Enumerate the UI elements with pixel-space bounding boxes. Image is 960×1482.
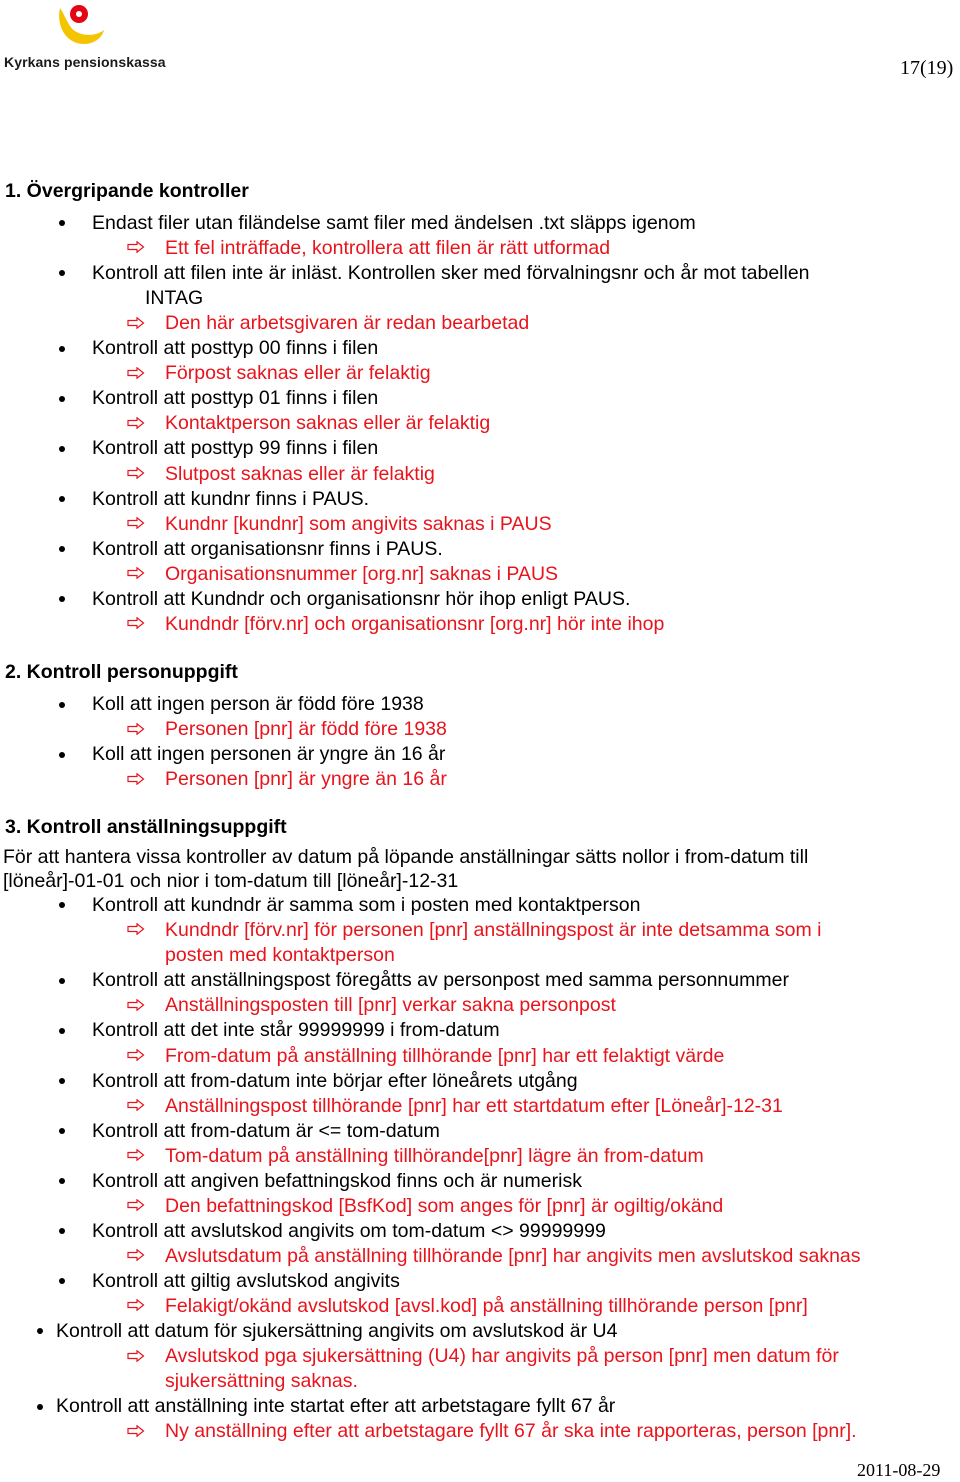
bullet-icon: [59, 1028, 65, 1034]
check-text: Koll att ingen personen är yngre än 16 år: [92, 743, 446, 765]
check-text: Kontroll att datum för sjukersättning angivits om avslutskod är U4: [56, 1320, 618, 1342]
check-text: Kontroll att organisationsnr finns i PAUS.: [92, 538, 443, 560]
arrow-right-icon: [127, 923, 145, 935]
bullet-icon: [59, 596, 65, 602]
arrow-right-icon: [127, 317, 145, 329]
bullet-icon: [59, 1178, 65, 1184]
footer-date: 2011-08-29: [857, 1460, 941, 1480]
check-text: Kontroll att posttyp 01 finns i filen: [92, 387, 379, 409]
arrow-right-icon: [127, 1049, 145, 1061]
arrow-right-icon: [127, 617, 145, 629]
error-message: Avslutskod pga sjukersättning (U4) har angivits på person [pnr] men datum för: [165, 1345, 839, 1367]
bullet-icon: [37, 1328, 43, 1334]
bullet-icon: [59, 546, 65, 552]
check-text: Kontroll att det inte står 99999999 i from-datum: [92, 1019, 500, 1041]
error-message: Kundndr [förv.nr] och organisationsnr [org.nr] hör inte ihop: [165, 613, 665, 635]
check-text-continued: INTAG: [145, 287, 204, 309]
check-text: Kontroll att posttyp 00 finns i filen: [92, 337, 379, 359]
bullet-icon: [59, 702, 65, 708]
arrow-right-icon: [127, 1350, 145, 1362]
arrow-right-icon: [127, 1249, 145, 1261]
section-intro: [löneår]-01-01 och nior i tom-datum till [löneår]-12-31: [3, 870, 459, 892]
check-text: Kontroll att from-datum är <= tom-datum: [92, 1120, 440, 1142]
check-text: Kontroll att posttyp 99 finns i filen: [92, 437, 379, 459]
arrow-right-icon: [127, 1149, 145, 1161]
error-message: Personen [pnr] är född före 1938: [165, 718, 447, 740]
error-message: Personen [pnr] är yngre än 16 år: [165, 768, 447, 790]
error-message: Organisationsnummer [org.nr] saknas i PAUS: [165, 563, 559, 585]
section-heading: 3. Kontroll anställningsuppgift: [5, 816, 287, 838]
arrow-right-icon: [127, 1299, 145, 1311]
bullet-icon: [59, 496, 65, 502]
bullet-icon: [59, 346, 65, 352]
error-message-continued: posten med kontaktperson: [165, 944, 395, 966]
arrow-right-icon: [127, 517, 145, 529]
arrow-right-icon: [127, 241, 145, 253]
check-text: Kontroll att from-datum inte börjar efter löneårets utgång: [92, 1070, 578, 1092]
arrow-right-icon: [127, 723, 145, 735]
bullet-icon: [59, 396, 65, 402]
error-message: Tom-datum på anställning tillhörande[pnr] lägre än from-datum: [165, 1145, 704, 1167]
check-text: Kontroll att avslutskod angivits om tom-datum <> 99999999: [92, 1220, 606, 1242]
check-text: Kontroll att angiven befattningskod finns och är numerisk: [92, 1170, 582, 1192]
arrow-right-icon: [127, 467, 145, 479]
check-text: Kontroll att filen inte är inläst. Kontrollen sker med förvalningsnr och år mot tabellen: [92, 262, 810, 284]
error-message: Anställningsposten till [pnr] verkar sakna personpost: [165, 994, 616, 1016]
bullet-icon: [59, 446, 65, 452]
error-message: Förpost saknas eller är felaktig: [165, 362, 431, 384]
section-heading: 1. Övergripande kontroller: [5, 180, 249, 202]
bullet-icon: [59, 270, 65, 276]
org-name: Kyrkans pensionskassa: [4, 54, 166, 70]
error-message: Den befattningskod [BsfKod] som anges för [pnr] är ogiltig/okänd: [165, 1195, 724, 1217]
error-message: Avslutsdatum på anställning tillhörande [pnr] har angivits men avslutskod saknas: [165, 1245, 861, 1267]
error-message: Slutpost saknas eller är felaktig: [165, 463, 435, 485]
bullet-icon: [59, 220, 65, 226]
bullet-icon: [59, 1128, 65, 1134]
check-text: Kontroll att kundnr finns i PAUS.: [92, 488, 370, 510]
check-text: Koll att ingen person är född före 1938: [92, 693, 424, 715]
arrow-right-icon: [127, 1425, 145, 1437]
error-message: From-datum på anställning tillhörande [pnr] har ett felaktigt värde: [165, 1045, 725, 1067]
bullet-icon: [37, 1404, 43, 1410]
arrow-right-icon: [127, 417, 145, 429]
check-text: Kontroll att giltig avslutskod angivits: [92, 1270, 400, 1292]
error-message: Ett fel inträffade, kontrollera att filen är rätt utformad: [165, 237, 611, 259]
bullet-icon: [59, 1278, 65, 1284]
error-message: Ny anställning efter att arbetstagare fyllt 67 år ska inte rapporteras, person [pnr].: [165, 1420, 857, 1442]
error-message: Kontaktperson saknas eller är felaktig: [165, 412, 491, 434]
error-message: Felakigt/okänd avslutskod [avsl.kod] på anställning tillhörande person [pnr]: [165, 1295, 808, 1317]
error-message-continued: sjukersättning saknas.: [165, 1370, 358, 1392]
error-message: Kundnr [kundnr] som angivits saknas i PAUS: [165, 513, 552, 535]
logo: [2, 0, 182, 78]
arrow-right-icon: [127, 1099, 145, 1111]
check-text: Kontroll att kundndr är samma som i posten med kontaktperson: [92, 894, 641, 916]
check-text: Kontroll att anställning inte startat efter att arbetstagare fyllt 67 år: [56, 1395, 616, 1417]
page-number: 17(19): [900, 57, 954, 79]
section-intro: För att hantera vissa kontroller av datum på löpande anställningar sätts nollor i from-datum till: [3, 846, 809, 868]
error-message: Den här arbetsgivaren är redan bearbetad: [165, 312, 530, 334]
check-text: Kontroll att Kundndr och organisationsnr hör ihop enligt PAUS.: [92, 588, 631, 610]
check-text: Endast filer utan filändelse samt filer med ändelsen .txt släpps igenom: [92, 212, 696, 234]
logo-mark-icon: [54, 0, 106, 48]
bullet-icon: [59, 978, 65, 984]
bullet-icon: [59, 1078, 65, 1084]
arrow-right-icon: [127, 999, 145, 1011]
arrow-right-icon: [127, 1199, 145, 1211]
check-text: Kontroll att anställningspost föregåtts av personpost med samma personnummer: [92, 969, 789, 991]
arrow-right-icon: [127, 567, 145, 579]
arrow-right-icon: [127, 367, 145, 379]
bullet-icon: [59, 902, 65, 908]
error-message: Anställningspost tillhörande [pnr] har ett startdatum efter [Löneår]-12-31: [165, 1095, 783, 1117]
arrow-right-icon: [127, 773, 145, 785]
error-message: Kundndr [förv.nr] för personen [pnr] anställningspost är inte detsamma som i: [165, 919, 822, 941]
bullet-icon: [59, 752, 65, 758]
bullet-icon: [59, 1228, 65, 1234]
section-heading: 2. Kontroll personuppgift: [5, 661, 238, 683]
